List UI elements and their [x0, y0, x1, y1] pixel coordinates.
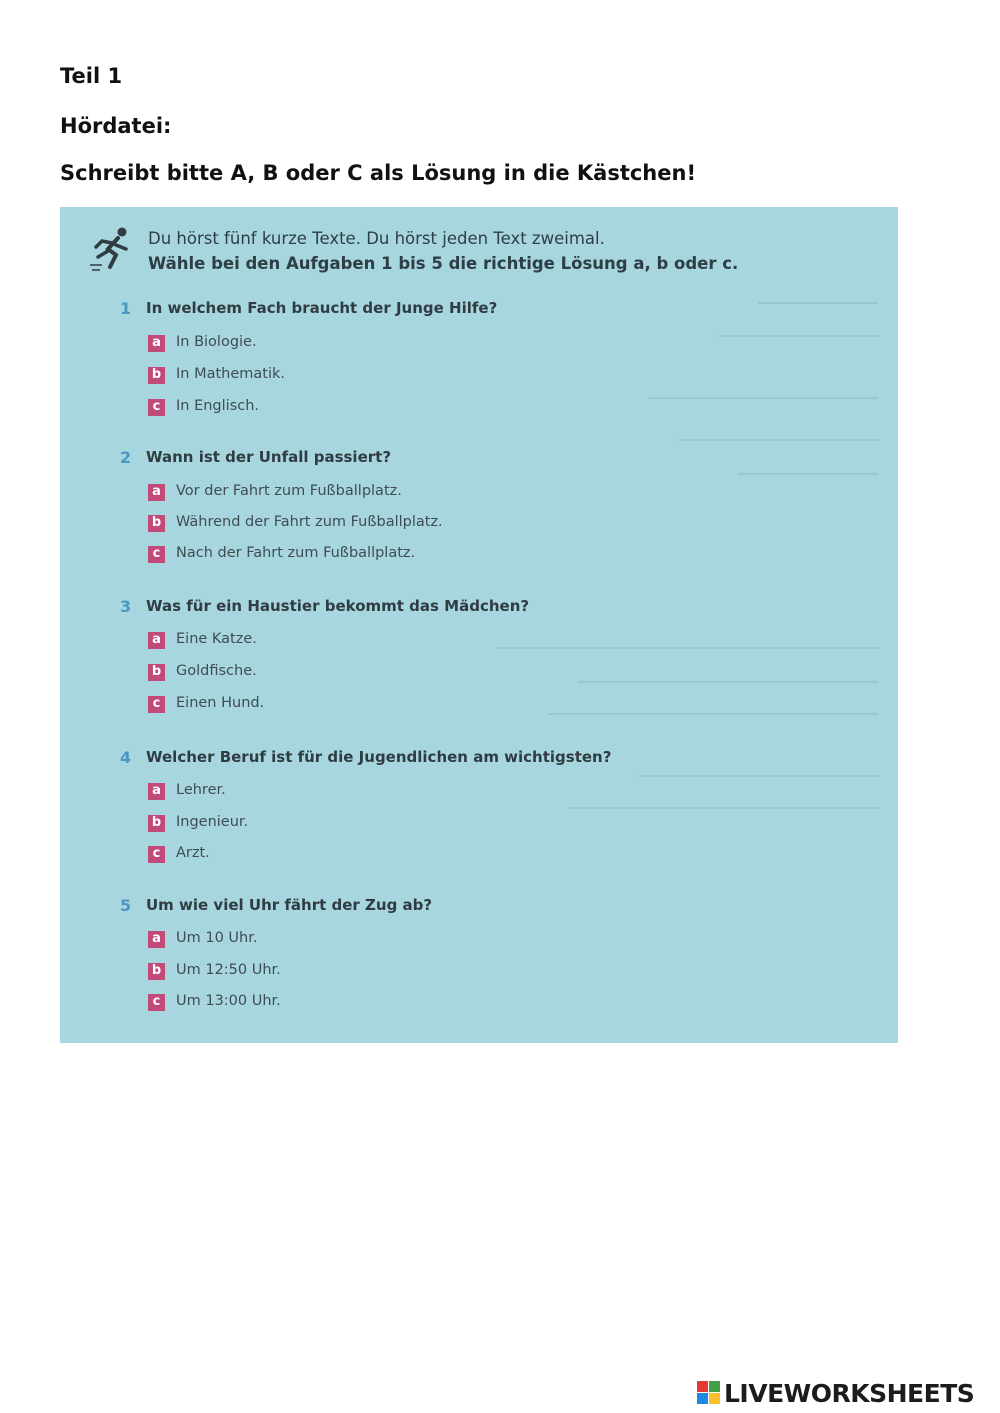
question-text: Wann ist der Unfall passiert? [146, 448, 392, 466]
option-letter-badge: c [148, 994, 165, 1011]
instruction-line-1: Du hörst fünf kurze Texte. Du hörst jeden Text zweimal. [148, 229, 605, 248]
question-number: 5 [120, 896, 132, 915]
option-text: Arzt. [176, 845, 210, 861]
question-number: 2 [120, 448, 132, 467]
audio-file-label: Hördatei: [60, 114, 172, 138]
option-text: Lehrer. [176, 782, 226, 798]
option-letter-badge: a [148, 484, 165, 501]
instruction-line-2: Wähle bei den Aufgaben 1 bis 5 die richtige Lösung a, b oder c. [148, 254, 739, 273]
option-text: Eine Katze. [176, 631, 257, 647]
question-number: 4 [120, 748, 132, 767]
option-text: Während der Fahrt zum Fußballplatz. [176, 514, 443, 530]
option-text: In Mathematik. [176, 366, 285, 382]
option-letter-badge: b [148, 367, 165, 384]
question-text: Um wie viel Uhr fährt der Zug ab? [146, 896, 433, 914]
option-text: Um 13:00 Uhr. [176, 993, 281, 1009]
option-text: Um 10 Uhr. [176, 930, 258, 946]
option-letter-badge: a [148, 931, 165, 948]
runner-icon [88, 225, 134, 273]
question-number: 3 [120, 597, 132, 616]
option-letter-badge: b [148, 815, 165, 832]
option-text: Goldfische. [176, 663, 257, 679]
question-text: Was für ein Haustier bekommt das Mädchen? [146, 597, 530, 615]
option-text: Ingenieur. [176, 814, 249, 830]
option-letter-badge: c [148, 399, 165, 416]
logo-text: LIVEWORKSHEETS [724, 1378, 975, 1408]
option-text: Einen Hund. [176, 695, 265, 711]
question-text: Welcher Beruf ist für die Jugendlichen am wichtigsten? [146, 748, 612, 766]
option-letter-badge: b [148, 515, 165, 532]
option-text: Vor der Fahrt zum Fußballplatz. [176, 483, 402, 499]
option-text: Um 12:50 Uhr. [176, 962, 281, 978]
option-letter-badge: c [148, 846, 165, 863]
option-letter-badge: a [148, 783, 165, 800]
option-letter-badge: b [148, 664, 165, 681]
option-letter-badge: a [148, 632, 165, 649]
option-text: In Englisch. [176, 398, 260, 414]
liveworksheets-logo [697, 1378, 974, 1408]
part-title: Teil 1 [60, 64, 123, 88]
option-text: Nach der Fahrt zum Fußballplatz. [176, 545, 416, 561]
option-letter-badge: b [148, 963, 165, 980]
question-number: 1 [120, 299, 132, 318]
task-instruction: Schreibt bitte A, B oder C als Lösung in die Kästchen! [60, 161, 697, 185]
exercise-scan [60, 207, 898, 1043]
option-text: In Biologie. [176, 334, 257, 350]
question-text: In welchem Fach braucht der Junge Hilfe? [146, 299, 498, 317]
option-letter-badge: c [148, 546, 165, 563]
option-letter-badge: a [148, 335, 165, 352]
liveworksheets-logo-icon [697, 1381, 721, 1405]
option-letter-badge: c [148, 696, 165, 713]
